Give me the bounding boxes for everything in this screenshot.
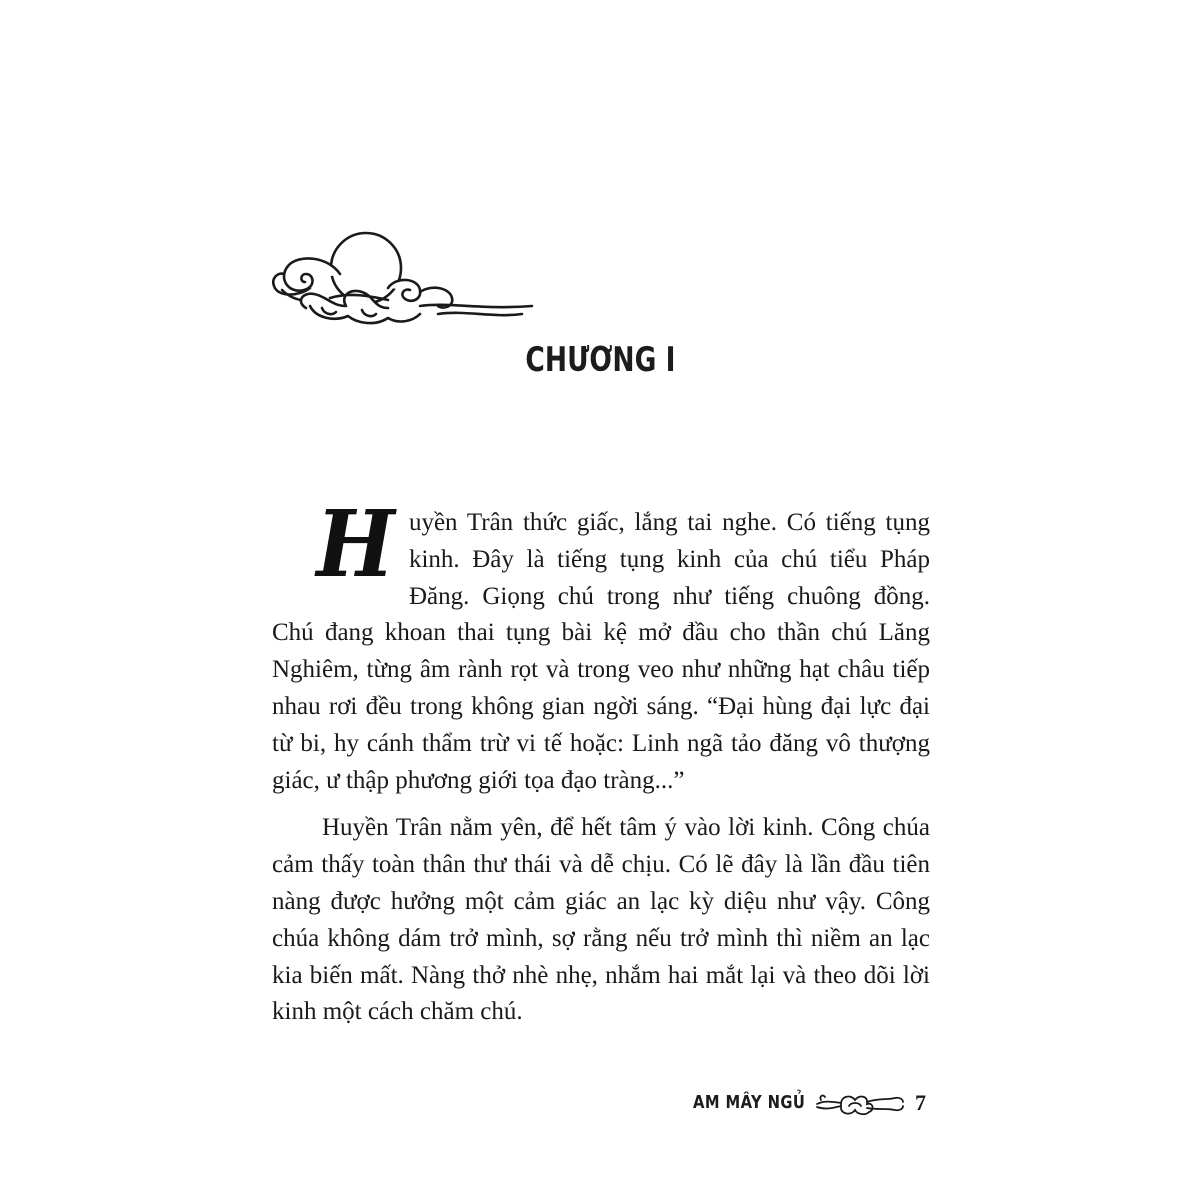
chapter-title: CHƯƠNG I: [525, 340, 676, 380]
page-number: 7: [915, 1090, 926, 1115]
cloud-scroll-icon: [815, 1090, 907, 1118]
paragraph-first-text: uyền Trân thức giấc, lắng tai nghe. Có tiếng tụng kinh. Đây là tiếng tụng kinh của chú tiểu Pháp Đăng. Giọng chú trong như tiếng chuông đồng. Chú đang khoan thai tụng bài kệ mở đầu cho thần chú Lăng Nghiêm, từng âm rành rọt và trong veo như những hạt châu tiếp nhau rơi đều trong không gian ngời sáng. “Đại hùng đại lực đại từ bi, hy cánh thẩm trừ vi tế hoặc: Linh ngã tảo đăng vô thượng giác, ư thập phương giới tọa đạo tràng...”: [272, 509, 930, 794]
moon-over-clouds-icon: [270, 226, 535, 331]
paragraph-first: [272, 490, 930, 799]
chapter-body: [272, 490, 930, 1031]
page-footer: [0, 1090, 1200, 1126]
running-title: AM MÂY NGỦ: [693, 1092, 806, 1113]
paragraph-second: Huyền Trân nằm yên, để hết tâm ý vào lời kinh. Công chúa cảm thấy toàn thân thư thái và dễ chịu. Có lẽ đây là lần đầu tiên nàng được hưởng một cảm giác an lạc kỳ diệu như vậy. Công chúa không dám trở mình, sợ rằng nếu trở mình thì niềm an lạc kia biến mất. Nàng thở nhè nhẹ, nhắm hai mắt lại và theo dõi lời kinh một cách chăm chú.: [272, 814, 930, 1026]
drop-cap: H: [316, 490, 395, 598]
